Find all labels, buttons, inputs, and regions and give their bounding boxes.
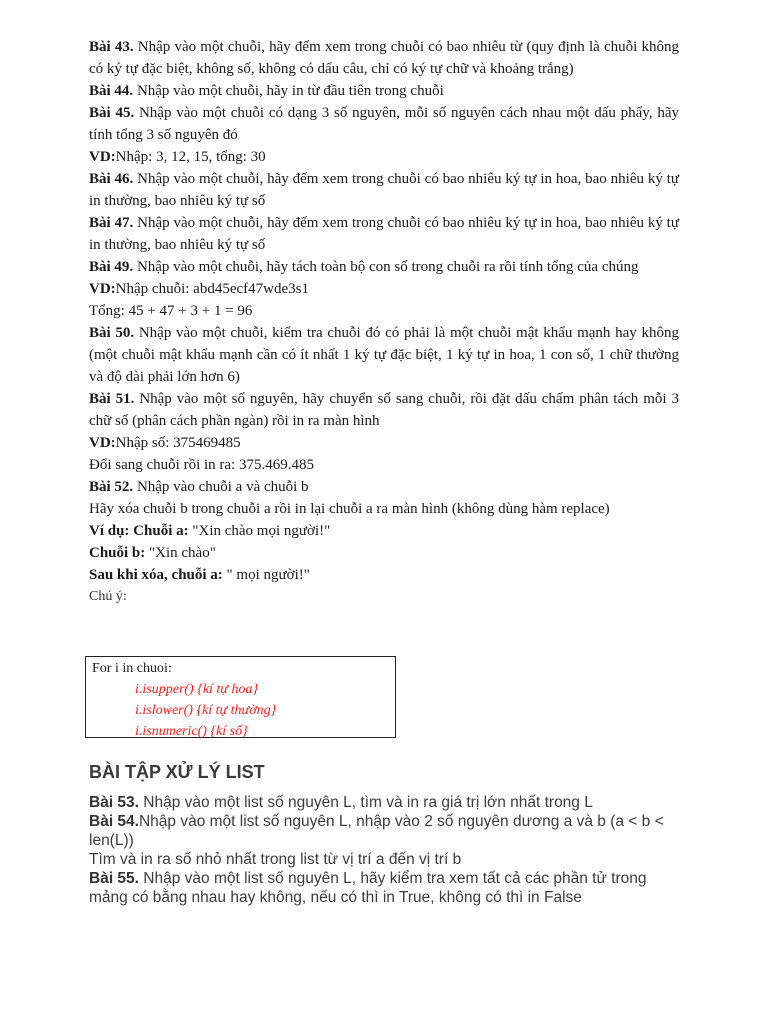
exercise-text: Nhập vào một chuỗi, hãy đếm xem trong chuỗi có bao nhiêu ký tự in hoa, bao nhiêu ký tự in thường, bao nhiêu ký tự số: [89, 215, 679, 253]
exercise-45: [89, 102, 679, 146]
example-label: VD:: [89, 281, 116, 297]
exercise-52-after: [89, 564, 679, 586]
example-label: Sau khi xóa, chuỗi a:: [89, 567, 223, 583]
exercise-label: Bài 54.: [89, 813, 139, 830]
exercise-label: Bài 45.: [89, 105, 135, 121]
example-label: VD:: [89, 435, 116, 451]
exercise-51-output: Đổi sang chuỗi rồi in ra: 375.469.485: [89, 457, 314, 473]
exercise-label: Bài 43.: [89, 39, 134, 55]
exercise-label: Bài 49.: [89, 259, 134, 275]
code-line: i.isnumeric() {kí số}: [135, 724, 248, 739]
example-text: Nhập chuỗi: abd45ecf47wde3s1: [115, 281, 309, 297]
exercise-label: Bài 44.: [89, 83, 134, 99]
exercise-label: Bài 55.: [89, 870, 139, 887]
exercise-49-example: [89, 278, 679, 300]
exercise-text: Nhập vào một chuỗi, hãy tách toàn bộ con số trong chuỗi ra rồi tính tổng của chúng: [133, 259, 639, 275]
list-exercises: [89, 762, 689, 907]
exercise-49: [89, 256, 679, 278]
example-text: "Xin chào": [145, 545, 216, 561]
exercise-text: Nhập vào một chuỗi, hãy in từ đầu tiên trong chuỗi: [133, 83, 444, 99]
exercise-text: Nhập vào một chuỗi, hãy đếm xem trong chuỗi có bao nhiêu ký tự in hoa, bao nhiêu ký tự in thường, bao nhiêu ký tự số: [89, 171, 679, 209]
section-title: BÀI TẬP XỬ LÝ LIST: [89, 762, 265, 782]
example-text: "Xin chào mọi người!": [188, 523, 331, 539]
exercise-52: [89, 476, 679, 498]
example-label: Ví dụ: Chuỗi a:: [89, 523, 189, 539]
exercise-text: Nhập vào một số nguyên, hãy chuyển số sang chuỗi, rồi đặt dấu chấm phân tách mỗi 3 chữ số (phân cách phần ngàn) rồi in ra màn hình: [89, 391, 679, 429]
exercise-label: Bài 52.: [89, 479, 134, 495]
code-hint-box: [85, 656, 396, 738]
exercise-50: [89, 322, 679, 388]
exercise-label: Bài 47.: [89, 215, 134, 231]
exercise-53: [89, 793, 689, 812]
exercise-text: Nhập vào một chuỗi, kiểm tra chuỗi đó có phải là một chuỗi mật khẩu mạnh hay không (một chuỗi mật khẩu mạnh cần có ít nhất 1 ký tự đặc biệt, 1 ký tự in hoa, 1 con số, 1 chữ thường và độ dài phải lớn hơn 6): [89, 325, 679, 385]
exercise-label: Bài 50.: [89, 325, 135, 341]
exercise-43: [89, 36, 679, 80]
exercise-label: Bài 51.: [89, 391, 135, 407]
string-exercises: [89, 36, 679, 608]
exercise-45-example: [89, 146, 679, 168]
exercise-52-example-a: [89, 520, 679, 542]
exercise-54-line2: Tìm và in ra số nhỏ nhất trong list từ vị trí a đến vị trí b: [89, 851, 462, 868]
exercise-49-sum: Tổng: 45 + 47 + 3 + 1 = 96: [89, 303, 253, 319]
exercise-52-example-b: [89, 542, 679, 564]
exercise-text: Nhập vào một chuỗi, hãy đếm xem trong chuỗi có bao nhiêu từ (quy định là chuỗi không có ký tự đặc biệt, không số, không có dấu câu, chỉ có ký tự chữ và khoảng trắng): [89, 39, 679, 77]
exercise-46: [89, 168, 679, 212]
example-text: Nhập: 3, 12, 15, tổng: 30: [115, 149, 266, 165]
exercise-text: Nhập vào một list số nguyên L, tìm và in ra giá trị lớn nhất trong L: [138, 794, 593, 811]
exercise-52-description: Hãy xóa chuỗi b trong chuỗi a rồi in lại chuỗi a ra màn hình (không dùng hàm replace): [89, 501, 610, 517]
code-header: For i in chuoi:: [92, 661, 172, 676]
example-text: " mọi người!": [222, 567, 310, 583]
exercise-text: Nhập vào một chuỗi có dạng 3 số nguyên, mỗi số nguyên cách nhau một dấu phẩy, hãy tính tổng 3 số nguyên đó: [89, 105, 679, 143]
exercise-text: Nhập vào chuỗi a và chuỗi b: [133, 479, 309, 495]
code-line: i.isupper() {kí tự hoa}: [135, 682, 259, 697]
exercise-label: Bài 46.: [89, 171, 134, 187]
note-label: Chú ý:: [89, 589, 127, 604]
exercise-55: [89, 869, 689, 907]
exercise-47: [89, 212, 679, 256]
exercise-51-example: [89, 432, 679, 454]
exercise-label: Bài 53.: [89, 794, 139, 811]
exercise-text: Nhập vào một list số nguyên L, hãy kiểm tra xem tất cả các phần tử trong mảng có bằng nhau hay không, nếu có thì in True, không có thì in False: [89, 870, 647, 906]
example-label: Chuỗi b:: [89, 545, 146, 561]
exercise-54: [89, 812, 689, 850]
example-text: Nhập số: 375469485: [115, 435, 241, 451]
exercise-text: Nhập vào một list số nguyên L, nhập vào 2 số nguyên dương a và b (a < b < len(L)): [89, 813, 664, 849]
exercise-51: [89, 388, 679, 432]
example-label: VD:: [89, 149, 116, 165]
exercise-44: [89, 80, 679, 102]
code-line: i.islower() {kí tự thường}: [135, 703, 277, 718]
